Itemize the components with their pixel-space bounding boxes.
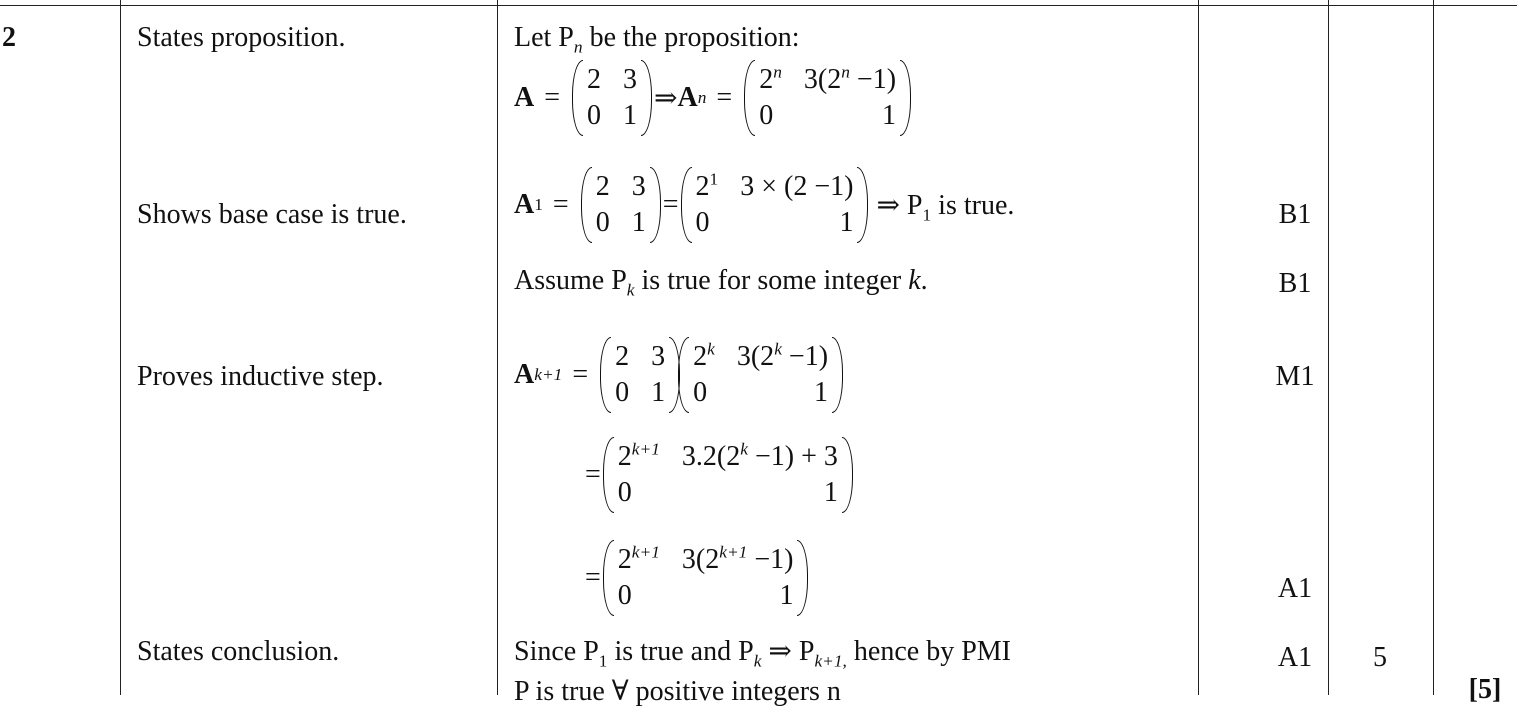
implies: ⇒ (654, 83, 678, 114)
assumption-statement: Assume $P_k$ is true for some integer k. (514, 265, 928, 300)
matrix: 2$^n$ $3(2^n -1)$ 0 1 (744, 60, 911, 136)
column-divider (1433, 0, 1434, 695)
mark: M1 (1275, 361, 1315, 392)
equals: = (544, 82, 561, 113)
question-number: 2 (2, 22, 16, 53)
text: Let P (514, 22, 574, 53)
column-divider (120, 0, 121, 695)
total-marks: [5] (1468, 674, 1502, 705)
inductive-step-line-2: = $2^{k+1}$ $3.2(2^k -1) + 3$ 0 1 (585, 437, 855, 513)
subtotal: 5 (1373, 642, 1387, 673)
column-divider (1198, 0, 1199, 695)
subscript: n (573, 37, 583, 57)
matrix-symbol: A (677, 82, 698, 113)
column-divider (1328, 0, 1329, 695)
description-base-case: Shows base case is true. (137, 199, 407, 230)
matrix-definition: A = 2 3 0 1 ⇒ A n = $2^n$ $3(2^n -1)$ 0 1 (514, 60, 913, 136)
mark: B1 (1278, 199, 1312, 230)
mark: A1 (1277, 573, 1313, 604)
conclusion-line-2: P is true ∀ positive integers n (514, 676, 841, 707)
column-divider (497, 0, 498, 695)
matrix: 2 3 0 1 (581, 167, 661, 243)
text: be the proposition: (582, 22, 800, 53)
base-conclusion: ⇒ $P_1$ is true. (876, 190, 1015, 225)
mark: B1 (1278, 268, 1312, 299)
top-border (0, 5, 1517, 6)
inductive-step-line-3: = $2^{k+1}$ $3(2^{k+1} -1)$ 0 1 (585, 540, 810, 616)
conclusion-statement: Since $P_1$ is true and $P_k$ ⇒ $P_{k+1,}$ hence by PMI (514, 636, 1011, 671)
matrix-symbol: A (514, 82, 535, 113)
description-proposition: States proposition. (137, 22, 346, 53)
base-case-equation: A 1 = 2 3 0 1 = $2^1$ 3 × (2 −1) 0 1 ⇒ $P_1$ is true. (514, 167, 1014, 243)
matrix: $2^1$ 3 × (2 −1) 0 1 (681, 167, 869, 243)
description-inductive: Proves inductive step. (137, 361, 384, 392)
mark: A1 (1277, 642, 1313, 673)
proposition-statement (514, 22, 800, 57)
inductive-step-line-1: A k+1 = 2 3 0 1 2$^k$ $3(2^k -1)$ 0 1 (514, 337, 845, 413)
description-conclusion: States conclusion. (137, 636, 340, 667)
matrix: 2 3 0 1 (572, 60, 652, 136)
